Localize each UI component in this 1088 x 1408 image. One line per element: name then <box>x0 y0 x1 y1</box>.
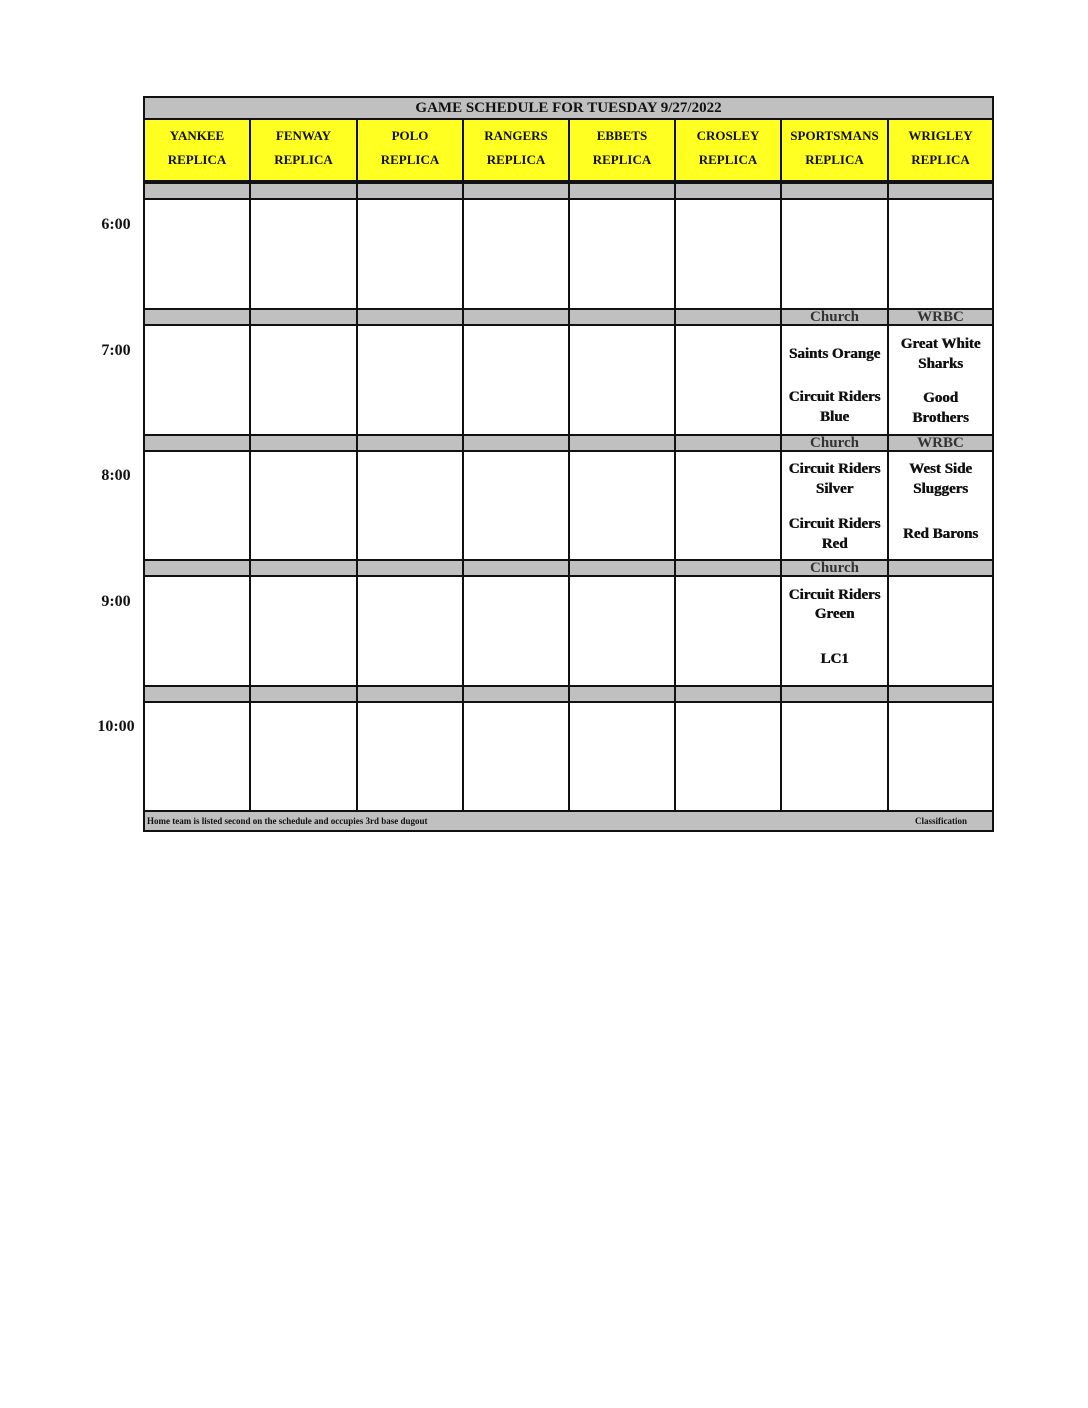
division-bar <box>251 559 356 577</box>
slot-cell <box>464 703 568 811</box>
field-header-polo <box>358 120 462 182</box>
visitor-team-line2: Sharks <box>917 356 964 372</box>
division-bar <box>358 182 462 200</box>
division-bar <box>676 308 780 326</box>
slot-cell <box>464 200 568 308</box>
home-team-note: Home team is listed second on the schedule and occupies 3rd base dugout <box>147 816 428 826</box>
division-bar <box>570 559 674 577</box>
time-label-6: 6:00 <box>101 216 131 233</box>
schedule-table <box>143 96 994 832</box>
time-label-9: 9:00 <box>101 593 131 610</box>
field-name: POLO <box>391 128 429 143</box>
home-team: LC1 <box>820 651 849 667</box>
slot-cell <box>145 326 249 434</box>
home-team-line2: Blue <box>819 409 850 425</box>
classification-label: Classification <box>915 816 968 826</box>
division-bar <box>889 559 992 577</box>
game-cell-sportsmans-7 <box>782 326 887 434</box>
division-bar <box>464 182 568 200</box>
field-column-rangers <box>464 120 570 810</box>
field-name: RANGERS <box>484 128 548 143</box>
slot-cell <box>676 452 780 560</box>
division-bar <box>464 559 568 577</box>
field-type: REPLICA <box>911 152 970 167</box>
slot-cell <box>145 452 249 560</box>
slot-cell <box>889 577 992 685</box>
slot-cell <box>145 577 249 685</box>
game-cell-wrigley-8 <box>889 452 992 560</box>
division-bar <box>570 685 674 703</box>
field-header-yankee <box>145 120 249 182</box>
field-type: REPLICA <box>592 152 652 167</box>
slot-cell <box>889 703 992 811</box>
field-column-sportsmans <box>782 120 889 810</box>
visitor-team-line1: West Side <box>909 461 972 477</box>
division-label-wrbc-8: WRBC <box>889 434 992 452</box>
division-bar <box>464 685 568 703</box>
division-bar <box>358 308 462 326</box>
division-bar <box>570 434 674 452</box>
division-bar <box>676 182 780 200</box>
slot-cell <box>358 452 462 560</box>
game-cell-wrigley-7 <box>889 326 992 434</box>
field-header-ebbets <box>570 120 674 182</box>
field-header-rangers <box>464 120 568 182</box>
division-bar <box>145 685 249 703</box>
slot-cell <box>570 703 674 811</box>
field-name: EBBETS <box>596 128 648 143</box>
division-bar <box>464 434 568 452</box>
slot-cell <box>676 326 780 434</box>
division-bar <box>251 182 356 200</box>
field-type: REPLICA <box>486 152 546 167</box>
division-bar <box>889 685 992 703</box>
time-label-10: 10:00 <box>97 718 135 735</box>
division-bar <box>251 685 356 703</box>
slot-cell <box>251 326 356 434</box>
slot-cell <box>676 703 780 811</box>
home-team-line1: Circuit Riders <box>788 389 881 405</box>
field-type: REPLICA <box>698 152 758 167</box>
slot-cell <box>676 200 780 308</box>
division-bar <box>358 559 462 577</box>
slot-cell <box>358 703 462 811</box>
field-name: WRIGLEY <box>908 128 973 143</box>
slot-cell <box>251 703 356 811</box>
visitor-team-line1: Circuit Riders <box>788 587 881 603</box>
field-header-fenway <box>251 120 356 182</box>
slot-cell <box>782 200 887 308</box>
division-bar <box>464 308 568 326</box>
slot-cell <box>145 200 249 308</box>
slot-cell <box>145 703 249 811</box>
slot-cell <box>676 577 780 685</box>
time-label-8: 8:00 <box>101 467 131 484</box>
field-column-yankee <box>145 120 251 810</box>
home-team-line2: Red <box>821 536 848 552</box>
slot-cell <box>251 200 356 308</box>
home-team-line2: Brothers <box>912 410 969 426</box>
schedule-title: GAME SCHEDULE FOR TUESDAY 9/27/2022 <box>145 98 992 120</box>
schedule-footer <box>145 810 992 830</box>
field-header-crosley <box>676 120 780 182</box>
division-bar <box>570 308 674 326</box>
game-cell-sportsmans-9 <box>782 577 887 685</box>
division-bar <box>145 308 249 326</box>
field-type: REPLICA <box>805 152 864 167</box>
slot-cell <box>570 577 674 685</box>
slot-cell <box>570 326 674 434</box>
division-label-wrbc-7: WRBC <box>889 308 992 326</box>
division-bar <box>145 182 249 200</box>
division-bar <box>676 434 780 452</box>
division-label-church-8: Church <box>782 434 887 452</box>
field-column-crosley <box>676 120 782 810</box>
division-bar <box>570 182 674 200</box>
visitor-team-line2: Sluggers <box>912 481 968 497</box>
division-bar <box>251 434 356 452</box>
slot-cell <box>464 326 568 434</box>
division-bar <box>889 182 992 200</box>
division-bar <box>676 559 780 577</box>
slot-cell <box>251 577 356 685</box>
slot-cell <box>570 452 674 560</box>
slot-cell <box>251 452 356 560</box>
division-label-church-9: Church <box>782 559 887 577</box>
slot-cell <box>782 703 887 811</box>
home-team: Red Barons <box>902 526 979 542</box>
field-column-wrigley <box>889 120 992 810</box>
field-name: FENWAY <box>275 128 332 143</box>
field-type: REPLICA <box>274 152 333 167</box>
division-label-church-7: Church <box>782 308 887 326</box>
visitor-team-line2: Silver <box>815 481 854 497</box>
home-team-line1: Circuit Riders <box>788 516 881 532</box>
game-cell-sportsmans-8 <box>782 452 887 560</box>
field-type: REPLICA <box>167 152 227 167</box>
field-name: CROSLEY <box>696 128 760 143</box>
field-column-polo <box>358 120 464 810</box>
division-bar <box>782 182 887 200</box>
slot-cell <box>358 577 462 685</box>
visitor-team-line1: Circuit Riders <box>788 461 881 477</box>
home-team-line1: Good <box>922 390 958 406</box>
visitor-team: Saints Orange <box>788 346 881 362</box>
time-label-7: 7:00 <box>101 342 131 359</box>
slot-cell <box>570 200 674 308</box>
field-header-wrigley <box>889 120 992 182</box>
field-column-ebbets <box>570 120 676 810</box>
field-column-fenway <box>251 120 358 810</box>
division-bar <box>676 685 780 703</box>
field-name: SPORTSMANS <box>790 128 879 143</box>
visitor-team-line2: Green <box>814 606 855 622</box>
slot-cell <box>358 200 462 308</box>
field-type: REPLICA <box>380 152 440 167</box>
field-name: YANKEE <box>169 128 225 143</box>
division-bar <box>145 434 249 452</box>
field-header-sportsmans <box>782 120 887 182</box>
division-bar <box>358 685 462 703</box>
division-bar <box>145 559 249 577</box>
division-bar <box>782 685 887 703</box>
division-bar <box>358 434 462 452</box>
slot-cell <box>889 200 992 308</box>
slot-cell <box>358 326 462 434</box>
slot-cell <box>464 452 568 560</box>
division-bar <box>251 308 356 326</box>
slot-cell <box>464 577 568 685</box>
visitor-team-line1: Great White <box>900 336 981 352</box>
